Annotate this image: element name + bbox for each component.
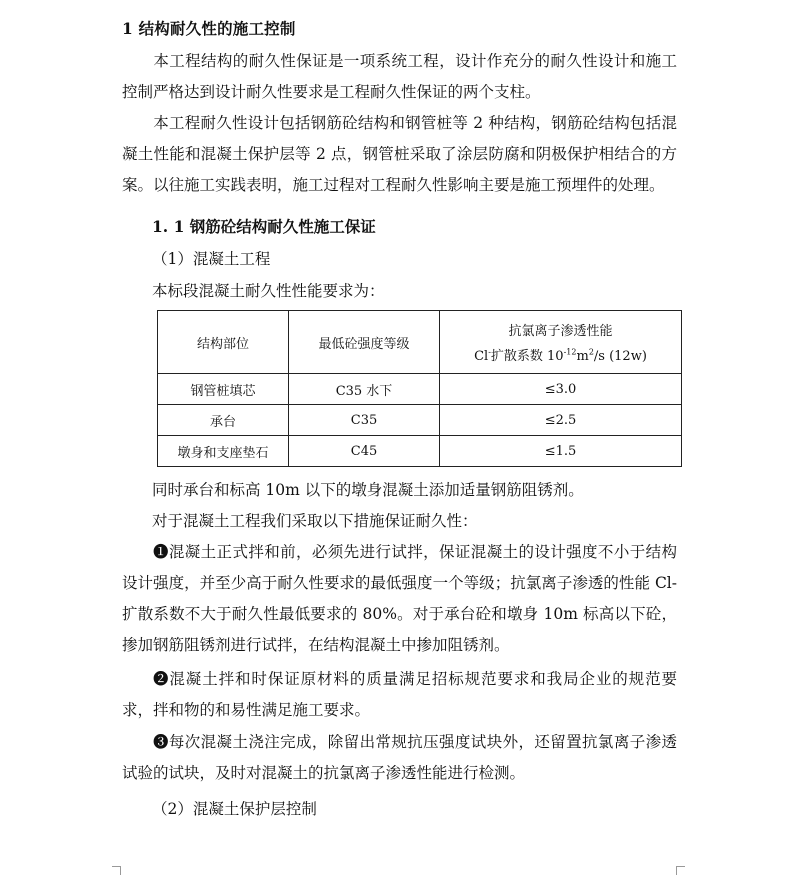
measure-2-text: ➋混凝土拌和时保证原材料的质量满足招标规范要求和我局企业的规范要求，拌和物的和易性满足施工要求。 bbox=[122, 670, 677, 719]
measure-1 bbox=[122, 537, 677, 661]
table-row bbox=[158, 436, 682, 467]
page-corner-mark-left bbox=[112, 866, 121, 875]
table-intro: 本标段混凝土耐久性性能要求为： bbox=[152, 282, 385, 300]
exponent: -12 bbox=[563, 347, 577, 357]
measure-2 bbox=[122, 664, 677, 726]
header-structure-part: 结构部位 bbox=[158, 311, 289, 374]
diffusion-label: 扩散系数 10 bbox=[490, 349, 564, 364]
unit-suffix: /s (12w) bbox=[593, 349, 647, 364]
item-cover-control: （2）混凝土保护层控制 bbox=[152, 800, 317, 818]
durability-table bbox=[157, 310, 682, 467]
table-row bbox=[158, 374, 682, 405]
cell-grade: C45 bbox=[289, 436, 440, 467]
cell-part: 墩身和支座垫石 bbox=[158, 436, 289, 467]
header-min-grade: 最低砼强度等级 bbox=[289, 311, 440, 374]
measure-1-text: ➊混凝土正式拌和前，必须先进行试拌，保证混凝土的设计强度不小于结构设计强度，并至少高于耐久性要求的最低强度一个等级；抗氯离子渗透的性能 Cl-扩散系数不大于耐久性最低要求的 80%。对于承台砼和墩身 10m 标高以下砼，掺加钢筋阻锈剂进行试拌，在结构混凝土中掺加阻锈剂。 bbox=[122, 543, 677, 654]
header-chloride-line1: 抗氯离子渗透性能 bbox=[508, 324, 613, 339]
cell-value: ≤3.0 bbox=[440, 374, 682, 405]
measure-3-text: ➌每次混凝土浇注完成，除留出常规抗压强度试块外，还留置抗氯离子渗透试验的试块，及时对混凝土的抗氯离子渗透性能进行检测。 bbox=[122, 733, 677, 782]
cell-grade: C35 bbox=[289, 405, 440, 436]
section-heading: 1 结构耐久性的施工控制 bbox=[122, 19, 296, 38]
subsection-heading: 1. 1 钢筋砼结构耐久性施工保证 bbox=[152, 217, 376, 236]
measure-3 bbox=[122, 727, 677, 789]
paragraph-design bbox=[122, 108, 677, 201]
paragraph-intro bbox=[122, 46, 677, 108]
header-chloride-permeability bbox=[440, 311, 682, 374]
after-table-note: 同时承台和标高 10m 以下的墩身混凝土添加适量钢筋阻锈剂。 bbox=[152, 481, 584, 499]
cell-value: ≤1.5 bbox=[440, 436, 682, 467]
cell-part: 钢管桩填芯 bbox=[158, 374, 289, 405]
cell-part: 承台 bbox=[158, 405, 289, 436]
unit-m: m bbox=[576, 349, 589, 364]
table-row bbox=[158, 405, 682, 436]
item-concrete-works: （1）混凝土工程 bbox=[152, 250, 271, 268]
cell-grade: C35 水下 bbox=[289, 374, 440, 405]
cell-value: ≤2.5 bbox=[440, 405, 682, 436]
measures-intro: 对于混凝土工程我们采取以下措施保证耐久性： bbox=[152, 512, 478, 530]
paragraph-design-text: 本工程耐久性设计包括钢筋砼结构和钢管桩等 2 种结构，钢筋砼结构包括混凝土性能和混凝土保护层等 2 点，钢管桩采取了涂层防腐和阴极保护相结合的方案。以往施工实践表明，施工过程对工程耐久性影响主要是施工预埋件的处理。 bbox=[122, 114, 677, 194]
paragraph-intro-text: 本工程结构的耐久性保证是一项系统工程，设计作充分的耐久性设计和施工控制严格达到设计耐久性要求是工程耐久性保证的两个支柱。 bbox=[122, 52, 677, 101]
exponent-2: 2 bbox=[588, 347, 594, 357]
cl-symbol: Cl bbox=[474, 349, 489, 364]
header-chloride-line2: Cl-扩散系数 $10^{-12}m^2/s$ (12w) bbox=[474, 347, 647, 364]
table-header-row bbox=[158, 311, 682, 374]
page-corner-mark-right bbox=[676, 866, 685, 875]
